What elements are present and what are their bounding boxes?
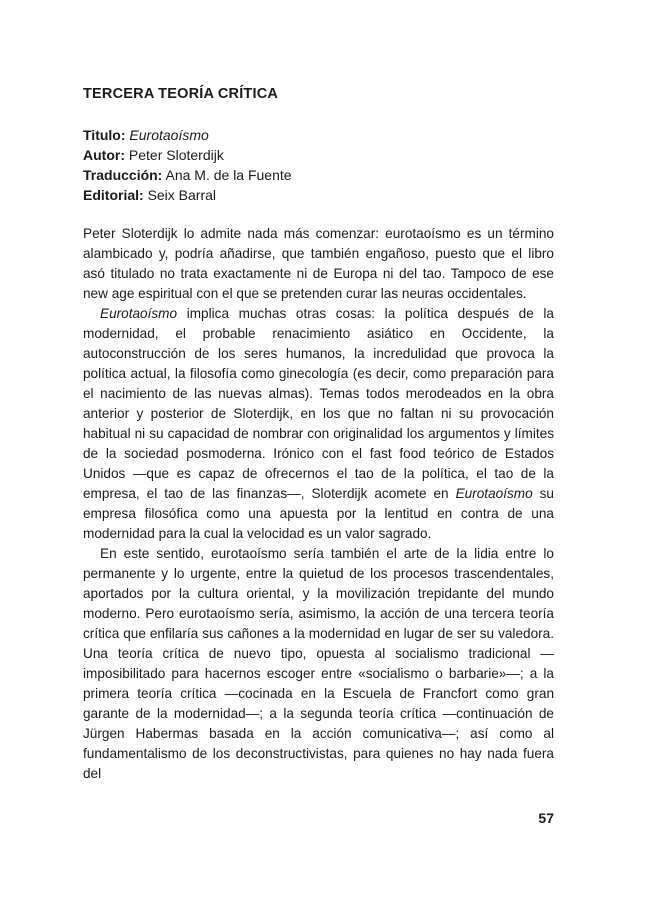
meta-title-label: Titulo: [83,127,126,143]
paragraph-1: Peter Sloterdijk lo admite nada más comenzar: eurotaoísmo es un término alambicado y, podría añadirse, que también engañoso, puesto que el libro asó titulado no trata exactamente ni de Europa ni del tao. Tampoco de ese new age espiritual con el que se pretenden curar las neuras occidentales. [83,226,554,301]
paragraph-2-book-title-2: Eurotaoísmo [455,486,533,501]
book-page [83,0,554,919]
paragraph-2-book-title: Eurotaoísmo [100,306,178,321]
body-text [83,224,554,784]
meta-translation-label: Traducción: [83,167,163,183]
paragraph-3: En este sentido, eurotaoísmo sería también el arte de la lidia entre lo permanente y lo urgente, entre la quietud de los procesos trascendentales, aportados por la cultura oriental, y la movilización trepidante del mundo moderno. Pero eurotaoísmo sería, asimismo, la acción de una tercera teoría crítica que enfilaría sus cañones a la modernidad en lugar de ser su valedora. Una teoría crítica de nuevo tipo, opuesta al socialismo tradicional —imposibilitado para hacernos escoger entre «socialismo o barbarie»—; a la primera teoría crítica —cocinada en la Escuela de Francfort como gran garante de la modernidad—; a la segunda teoría crítica —continuación de Jürgen Habermas basada en la acción comunicativa—; así como al fundamentalismo de los deconstructivistas, para quienes no hay nada fuera del [83,546,554,781]
meta-translation-row [83,165,554,185]
meta-title-row [83,125,554,145]
meta-title-value: Eurotaoísmo [129,127,209,143]
meta-publisher-label: Editorial: [83,187,144,203]
meta-publisher-row [83,185,554,205]
meta-author-value: Peter Sloterdijk [128,147,224,163]
meta-publisher-value: Seix Barral [147,187,217,203]
paragraph-2 [83,304,554,544]
book-metadata [83,125,554,205]
paragraph-2-text-b: su empresa filosófica como una apuesta por la lentitud en contra de una modernidad para la cual la velocidad es un valor sagrado. [83,486,554,541]
section-title: TERCERA TEORÍA CRÍTICA [83,86,279,102]
meta-author-row [83,145,554,165]
meta-author-label: Autor: [83,147,125,163]
meta-translation-value: Ana M. de la Fuente [165,167,292,183]
page-number: 57 [538,810,554,826]
paragraph-2-text-a: implica muchas otras cosas: la política después de la modernidad, el probable renacimiento asiático en Occidente, la autoconstrucción de los seres humanos, la incredulidad que provoca la política actual, la filosofía como ginecología (es decir, como preparación para el nacimiento de las nuevas almas). Temas todos merodeados en la obra anterior y posterior de Sloterdijk, en los que no faltan ni su provocación habitual ni su capacidad de nombrar con originalidad los argumentos y límites de la sociedad posmoderna. Irónico con el fast food teórico de Estados Unidos —que es capaz de ofrecernos el tao de la política, el tao de la empresa, el tao de las finanzas—, Sloterdijk acomete en [83,306,554,501]
